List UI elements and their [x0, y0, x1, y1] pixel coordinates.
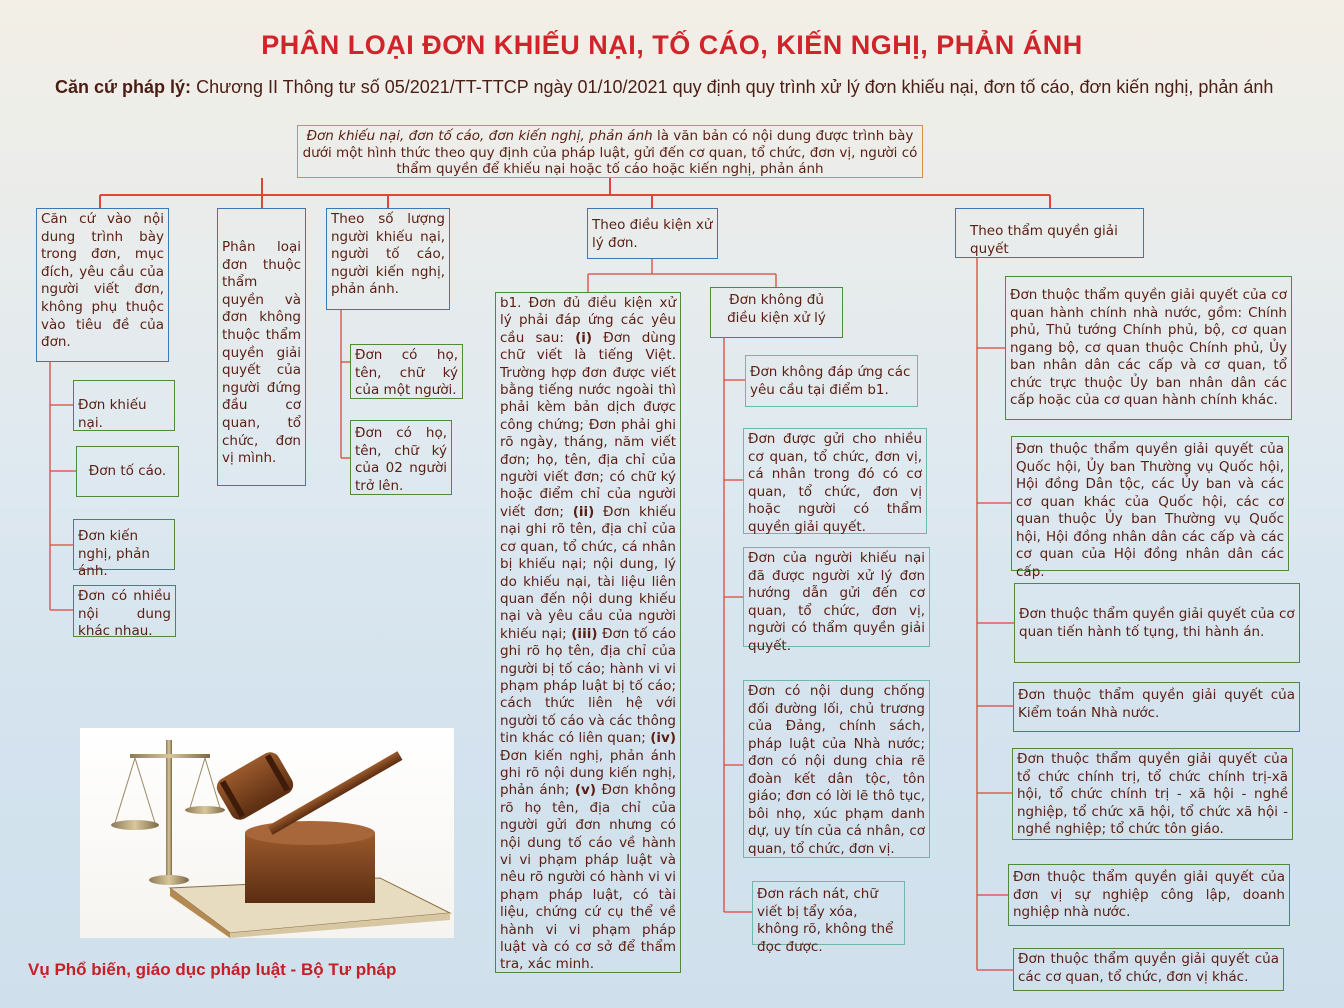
not-eligible-item: Đơn không đáp ứng các yêu cầu tại điểm b1.	[745, 355, 918, 407]
branch3-header: Theo số lượng người khiếu nại, người tố cáo, người kiến nghị, phản ánh.	[326, 208, 450, 310]
branch5-item: Đơn thuộc thẩm quyền giải quyết của các cơ quan, tổ chức, đơn vị khác.	[1013, 948, 1284, 991]
branch5-item: Đơn thuộc thẩm quyền giải quyết của cơ quan hành chính nhà nước, gồm: Chính phủ, Thủ tướng Chính phủ, bộ, cơ quan ngang bộ, cơ quan thuộc Chính phủ, Ủy ban nhân dân các cấp và cơ quan, tổ chức trực thuộc Ủy ban nhân dân các cấp hoặc của cơ quan hành chính khác.	[1005, 276, 1292, 420]
branch5-item: Đơn thuộc thẩm quyền giải quyết của cơ quan tiến hành tố tụng, thi hành án.	[1014, 583, 1300, 663]
b1-key: (ii)	[572, 503, 595, 520]
branch1-header: Căn cứ vào nội dung trình bày trong đơn, mục đích, yêu cầu của người viết đơn, không phụ thuộc vào tiêu đề của đơn.	[36, 208, 169, 362]
justice-illustration	[80, 728, 454, 938]
branch5-item: Đơn thuộc thẩm quyền giải quyết của Quốc hội, Ủy ban Thường vụ Quốc hội, Hội đồng Dân tộc, các Ủy ban và các cơ quan khác của Quốc hội, các cơ quan thuộc Ủy ban Thường vụ Quốc hội, Hội đồng nhân dân các cấp và các cơ quan của Hội đồng nhân dân các cấp.	[1011, 436, 1289, 571]
b1-text: Đơn khiếu nại ghi rõ tên, địa chỉ của cơ quan, tổ chức, cá nhân bị khiếu nại; nội dung, lý do khiếu nại, tài liệu liên quan đến nội dung khiếu nại và yêu cầu của người khiếu nại;	[500, 503, 676, 642]
legal-basis-text: Chương II Thông tư số 05/2021/TT-TTCP ngày 01/10/2021 quy định quy trình xử lý đơn khiếu nại, đơn tố cáo, đơn kiến nghị, phản ánh	[191, 77, 1274, 97]
branch1-item: Đơn có nhiều nội dung khác nhau.	[73, 585, 176, 637]
branch4-header: Theo điều kiện xử lý đơn.	[587, 208, 718, 259]
b1-text: Đơn tố cáo ghi rõ họ tên, địa chỉ của người bị tố cáo; hành vi vi phạm pháp luật bị tố cáo; cách thức liên hệ với người tố cáo và các thông tin khác có liên quan;	[500, 625, 676, 747]
not-eligible-item: Đơn rách nát, chữ viết bị tẩy xóa, không rõ, không thể đọc được.	[752, 881, 905, 945]
not-eligible-item: Đơn của người khiếu nại đã được người xử lý đơn hướng dẫn gửi đến cơ quan, tổ chức, đơn vị, người có thẩm quyền giải quyết.	[743, 547, 930, 647]
definition-box	[297, 125, 923, 178]
b1-key: (iv)	[650, 730, 676, 747]
legal-basis-label: Căn cứ pháp lý:	[55, 77, 192, 97]
b1-text: Đơn dùng chữ viết là tiếng Việt. Trường hợp đơn được viết bằng tiếng nước ngoài thì phải kèm bản dịch được công chứng; Đơn phải ghi rõ ngày, tháng, năm viết đơn; họ, tên, địa chỉ của người viết đơn; có chữ ký hoặc điểm chỉ của người viết đơn;	[500, 329, 676, 520]
b1-text: b1. Đơn đủ điều kiện xử lý phải đáp ứng các yêu cầu sau:	[500, 295, 676, 346]
b1-eligible-box	[495, 292, 681, 973]
branch2-header: Phân loại đơn thuộc thẩm quyền và đơn không thuộc thẩm quyền giải quyết của người đứng đầu cơ quan, tổ chức, đơn vị mình.	[217, 208, 306, 486]
b1-key: (v)	[574, 782, 596, 799]
not-eligible-header: Đơn không đủ điều kiện xử lý	[710, 287, 843, 338]
branch1-item: Đơn tố cáo.	[76, 446, 179, 497]
page-title: PHÂN LOẠI ĐƠN KHIẾU NẠI, TỐ CÁO, KIẾN NGHỊ, PHẢN ÁNH	[261, 30, 1083, 60]
not-eligible-item: Đơn có nội dung chống đối đường lối, chủ trương của Đảng, chính sách, pháp luật của Nhà nước; đơn có nội dung chia rẽ đoàn kết dân tộc, tôn giáo; đơn có lời lẽ thô tục, bôi nhọ, xúc phạm danh dự, uy tín của cá nhân, cơ quan, tổ chức, đơn vị.	[743, 680, 930, 858]
b1-text: Đơn kiến nghị, phản ánh ghi rõ nội dung kiến nghị, phản ánh;	[500, 747, 676, 799]
branch5-item: Đơn thuộc thẩm quyền giải quyết của đơn vị sự nghiệp công lập, doanh nghiệp nhà nước.	[1008, 864, 1290, 926]
branch3-item: Đơn có họ, tên, chữ ký của 02 người trở lên.	[350, 420, 452, 495]
footer-credit: Vụ Phổ biến, giáo dục pháp luật - Bộ Tư pháp	[28, 960, 397, 979]
branch5-item: Đơn thuộc thẩm quyền giải quyết của Kiểm toán Nhà nước.	[1013, 682, 1300, 732]
b1-text: Đơn không rõ họ tên, địa chỉ của người gửi đơn nhưng có nội dung tố cáo về hành vi vi phạm pháp luật và nêu rõ người có hành vi vi phạm pháp luật, có tài liệu, chứng cứ cụ thể về hành vi vi phạm pháp luật và có cơ sở để thẩm tra, xác minh.	[500, 782, 676, 973]
branch1-item: Đơn khiếu nại.	[73, 380, 175, 431]
not-eligible-item: Đơn được gửi cho nhiều cơ quan, tổ chức, đơn vị, cá nhân trong đó có cơ quan, tổ chức, đơn vị hoặc người có thẩm quyền giải quyết.	[743, 428, 927, 534]
gavel-icon	[80, 728, 454, 938]
definition-term: Đơn khiếu nại, đơn tố cáo, đơn kiến nghị, phản ánh	[306, 128, 653, 144]
branch5-header: Theo thẩm quyền giải quyết	[955, 208, 1144, 258]
branch3-item: Đơn có họ, tên, chữ ký của một người.	[350, 344, 463, 399]
branch1-item: Đơn kiến nghị, phản ánh.	[73, 519, 175, 570]
definition-text: là văn bản có nội dung được trình bày dưới một hình thức theo quy định của pháp luật, gửi đến cơ quan, tổ chức, đơn vị, người có thẩm quyền để khiếu nại hoặc tố cáo hoặc kiến nghị, phản ánh	[302, 128, 918, 177]
b1-key: (iii)	[571, 625, 598, 642]
b1-key: (i)	[575, 329, 593, 346]
branch5-item: Đơn thuộc thẩm quyền giải quyết của tổ chức chính trị, tổ chức chính trị-xã hội, tổ chức chính trị - xã hội - nghề nghiệp, tổ chức xã hội, tổ chức xã hội - nghề nghiệp; tổ chức tôn giáo.	[1012, 748, 1293, 840]
